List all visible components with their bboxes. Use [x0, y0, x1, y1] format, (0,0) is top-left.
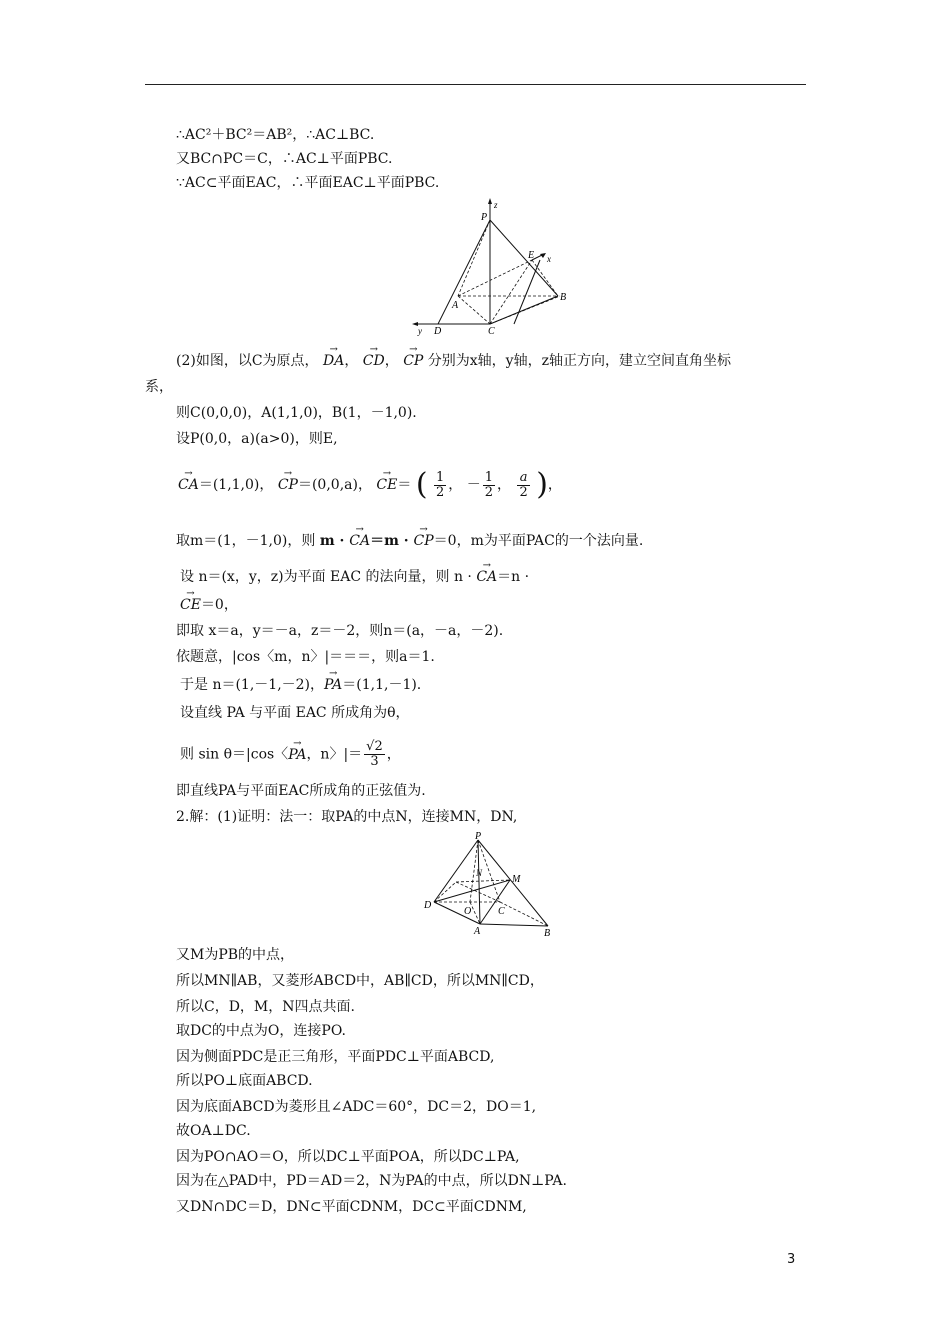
fig2-label-d: D	[424, 900, 432, 911]
equals-zero: ＝0，	[200, 597, 238, 613]
vector-pa: → PA	[288, 746, 306, 764]
fig2-label-b: B	[544, 928, 551, 939]
ca-value: ＝(1,1,0)，	[198, 477, 274, 493]
fig1-label-e: E	[528, 250, 535, 261]
fig1-label-x: x	[547, 254, 551, 264]
text-line-vectors	[178, 467, 562, 502]
vector-cp: → CP	[414, 532, 434, 550]
fig2-label-p: P	[475, 831, 482, 842]
text-line-coords: 则C(0,0,0)，A(1,1,0)，B(1，－1,0).	[176, 405, 417, 421]
vector-cp: → CP	[403, 352, 423, 370]
vector-sep: ，	[344, 353, 359, 369]
text-line-set-p: 设P(0,0，a)(a>0)，则E,	[176, 431, 338, 447]
take-m-suffix: m为平面PAC的一个法向量.	[470, 533, 644, 549]
part2-intro: (2)如图，以C为原点，	[176, 353, 319, 369]
text-line-set-n	[180, 568, 529, 586]
fig1-label-a: A	[452, 300, 459, 311]
fraction-sep: ，	[497, 477, 511, 493]
paren-open: (	[415, 467, 428, 502]
figure-2-pyramid-diagram	[420, 830, 560, 940]
pa-value: ＝(1,1,－1).	[342, 677, 422, 693]
text-line-m9: 因为PO∩AO＝O，所以DC⊥平面POA，所以DC⊥PA,	[176, 1149, 520, 1165]
text-line-m4: 取DC的中点为O，连接PO.	[176, 1023, 346, 1039]
text-line-m8: 故OA⊥DC.	[176, 1123, 251, 1139]
text-line-m11: 又DN∩DC＝D，DN⊂平面CDNM，DC⊂平面CDNM,	[176, 1199, 527, 1215]
text-line-m6: 所以PO⊥底面ABCD.	[176, 1073, 313, 1089]
text-line-angle: 设直线 PA 与平面 EAC 所成角为θ，	[180, 705, 410, 721]
part2-intro-cont: 分别为x轴，y轴，z轴正方向，建立空间直角坐标	[427, 353, 731, 369]
fraction-half: $\frac{1}{2}$	[435, 469, 445, 500]
set-n-text: 设 n＝(x，y，z)为平面 EAC 的法向量，则 n ·	[180, 569, 477, 585]
minus-sign: －	[466, 477, 481, 493]
line-tail: ，	[386, 746, 401, 763]
vector-da: → DA	[323, 352, 344, 370]
fig2-label-c: C	[498, 906, 505, 917]
vector-sep: ，	[384, 353, 399, 369]
text-line-2: 又BC∩PC＝C，∴AC⊥平面PBC.	[176, 151, 393, 167]
n-value: 于是 n＝(1,－1,－2)，	[180, 677, 325, 693]
fig1-label-p: P	[481, 212, 488, 223]
text-line-take-x: 即取 x＝a，y＝－a，z＝－2，则n＝(a，－a，－2).	[176, 623, 504, 639]
vector-pa: → PA	[324, 676, 342, 694]
text-line-take-m	[176, 532, 643, 550]
sin-mid: ，n〉|＝	[306, 746, 363, 763]
set-n-text-cont: ＝n ·	[497, 569, 530, 585]
text-line-q2: 2.解：(1)证明：法一：取PA的中点N，连接MN，DN,	[176, 809, 518, 825]
vector-ca: → CA	[178, 476, 199, 494]
vector-ca: → CA	[476, 568, 497, 586]
page-number: 3	[787, 1252, 796, 1267]
fig1-label-b: B	[560, 292, 567, 303]
vector-ce: → CE	[180, 596, 201, 614]
equals-zero: ＝0，	[433, 533, 471, 549]
text-line-part2-wrap: 系，	[145, 379, 173, 395]
fig1-label-c: C	[488, 326, 495, 336]
header-rule	[145, 84, 806, 85]
fraction-sep: ，	[448, 477, 463, 493]
vector-ce: → CE	[376, 476, 397, 494]
fig2-label-m: M	[512, 874, 521, 885]
vector-cp: → CP	[278, 476, 298, 494]
paren-close: )	[536, 467, 548, 502]
text-line-m3: 所以C，D，M，N四点共面.	[176, 999, 355, 1015]
sin-prefix: 则 sin θ＝|cos〈	[180, 746, 289, 763]
text-line-m1: 又M为PB的中点，	[176, 947, 295, 963]
fig1-label-y: y	[418, 326, 422, 336]
text-line-n-value	[180, 676, 421, 694]
text-line-sin	[180, 740, 401, 769]
text-line-m2: 所以MN∥AB，又菱形ABCD中，AB∥CD，所以MN∥CD，	[176, 973, 544, 989]
text-line-part2	[176, 352, 731, 370]
fig2-label-o: O	[464, 906, 472, 917]
text-line-cos: 依题意，|cos〈m，n〉|＝＝＝，则a＝1.	[176, 649, 435, 665]
text-line-m7: 因为底面ABCD为菱形且∠ADC＝60°，DC＝2，DO＝1,	[176, 1099, 537, 1115]
text-line-1: ∴AC²＋BC²＝AB²，∴AC⊥BC.	[176, 127, 375, 143]
fraction-neg-half: $\frac{1}{2}$	[484, 469, 493, 500]
ce-equals: ＝	[397, 477, 412, 493]
vector-cd: → CD	[363, 352, 385, 370]
fig2-label-n: N	[476, 868, 483, 878]
line-tail: ，	[547, 477, 562, 493]
fraction-a-half: $\frac{a}{2}$	[519, 469, 528, 500]
take-m-prefix: 取m＝(1，－1,0)，则	[176, 533, 316, 549]
m-dot: ＝m ·	[370, 533, 414, 549]
vector-ca: → CA	[349, 532, 370, 550]
m-dot: m ·	[319, 533, 350, 549]
fraction-sqrt2-3: $\frac{√2}{3}$	[366, 739, 383, 769]
text-line-m10: 因为在△PAD中，PD＝AD＝2，N为PA的中点，所以DN⊥PA.	[176, 1173, 567, 1189]
cp-value: ＝(0,0,a)，	[297, 477, 372, 493]
text-line-conclusion: 即直线PA与平面EAC所成角的正弦值为.	[176, 783, 426, 799]
text-line-ce-zero	[180, 596, 238, 614]
fig2-label-a: A	[474, 926, 481, 937]
text-line-3: ∵AC⊂平面EAC，∴平面EAC⊥平面PBC.	[176, 175, 440, 191]
fig1-label-d: D	[434, 326, 442, 336]
text-line-m5: 因为侧面PDC是正三角形，平面PDC⊥平面ABCD,	[176, 1049, 495, 1065]
figure-1-tetrahedron-diagram	[410, 196, 570, 336]
fig1-label-z: z	[494, 200, 498, 210]
